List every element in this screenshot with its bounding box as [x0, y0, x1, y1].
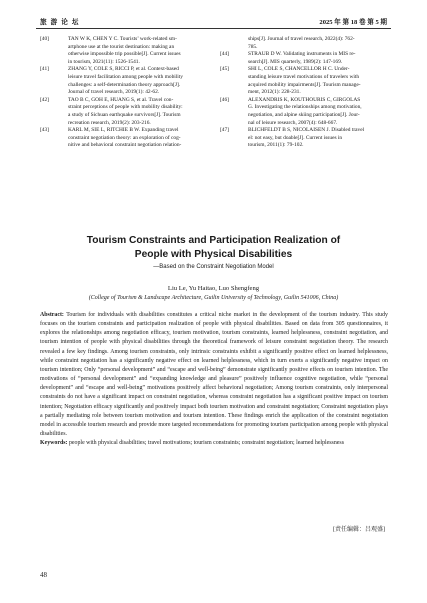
reference-line: ships[J]. Journal of travel research, 2022(4): 762-	[248, 36, 355, 42]
reference-item	[220, 97, 388, 127]
reference-line: challenges: a self-determination theory approach[J].	[68, 81, 181, 88]
reference-line: el: not easy, but doable[J]. Current issues in	[248, 134, 343, 141]
reference-item	[220, 127, 388, 150]
abstract-label: Abstract:	[40, 312, 64, 318]
reference-line: BLICHFELDT B S, NICOLAISEN J. Disabled travel	[248, 127, 365, 134]
reference-number: [42]	[40, 96, 49, 103]
issue-info: 2025 年 第 18 卷 第 5 期	[319, 19, 387, 26]
header-rule	[36, 28, 391, 29]
reference-line: ALEXANDRIS K, KOUTHOURIS C, GIRGOLAS	[248, 96, 361, 103]
abstract-section	[40, 311, 388, 448]
keywords-text: people with physical disabilities; travel motivations; tourism constraints; constraint negotiation; learned helplessness	[68, 440, 344, 447]
reference-line: in tourism, 2021(11): 1526-1541.	[68, 58, 140, 65]
reference-number: [46]	[220, 96, 229, 103]
reference-line: SHI L, COLE S, CHANCELLOR H C. Under-	[248, 66, 350, 73]
reference-item	[40, 36, 206, 66]
reference-item	[220, 66, 388, 96]
references-left-column	[40, 36, 206, 150]
article-subtitle: —Based on the Constraint Negotiation Model	[153, 264, 274, 270]
editor-credit: [责任编辑：吕观盛]	[333, 527, 385, 533]
reference-item	[40, 127, 206, 150]
reference-line: 785.	[248, 43, 258, 50]
reference-line: STRAUB D W. Validating instruments in MIS re-	[248, 51, 356, 58]
journal-name: 旅 游 论 坛	[40, 19, 80, 26]
reference-line: nal of leisure research, 2007(4): 648-667.	[248, 119, 338, 126]
reference-line: ZHANG Y, COLE S, RICCI P, et al. Context-based	[68, 66, 179, 73]
reference-line: recreation research, 2019(2): 203-216.	[68, 119, 151, 126]
reference-line: TAN W K, CHEN Y C. Tourists’ work-related sm-	[68, 36, 177, 42]
reference-line: standing leisure travel motivations of travelers with	[248, 73, 360, 80]
reference-line: Journal of travel research, 2019(1): 42-62.	[68, 89, 160, 96]
keywords-paragraph	[40, 439, 388, 448]
reference-item	[40, 66, 206, 96]
abstract-paragraph	[40, 311, 388, 439]
reference-number: [47]	[220, 127, 229, 134]
abstract-text: Tourism for individuals with disabilities constitutes a critical niche market in the development of the tourism industry. This study focuses on the tourism constraints and participation realization of people with physical disabilities. Based on data from 305 questionnaires, it explores the relationships among negotiation efficacy, tourism motivation, tourism constraints, learned helplessness, constraint negotiation, and tourism intention of people with physical disabilities through the theoretical framework of leisure constraint negotiation theory. The research revealed a few key findings. Among tourism constraints, only intrinsic constraints exhibit a significantly positive effect on learned helplessness, while constraint negotiation has a significantly negative effect on learned helplessness, which in turn exerts a significantly negative impact on tourism intention; Only “personal development” and “escape and well-being” demonstrate significantly positive effects on tourism intention. The motivations of “personal development” and “expanding knowledge and pleasure” positively influence cognitive negotiation, while “personal development” and “escape and well-being” motivations positively affect behavioral negotiation; Among tourism constraints, only interpersonal constraints do not have a significant impact on constraint negotiation, whereas constraint negotiation has a significant positive impact on tourism intention; Negotiation efficacy significantly and positively impact both tourism motivation and constraint negotiation; Constraint negotiation plays a partially mediating role between tourism motivation and tourism intention. These findings enrich the application of the constraint negotiation model in accessible tourism research and provide more targeted recommendations for promoting tourism participation among people with physical disabilities.	[40, 312, 388, 438]
title-line: People with Physical Disabilities	[134, 249, 293, 260]
reference-item	[220, 36, 388, 51]
reference-number: [41]	[40, 66, 49, 73]
article-title	[0, 234, 427, 262]
reference-line: KARL M, SIE L, RITCHIE B W. Expanding travel	[68, 127, 179, 134]
keywords-label: Keywords:	[40, 440, 68, 447]
reference-line: constraint negotiation theory: an exploration of cog-	[68, 134, 181, 141]
title-line: Tourism Constraints and Participation Realization of	[86, 235, 341, 246]
reference-line: otherwise impossible trip possible[J]. Current issues	[68, 51, 181, 58]
affiliation-text: (College of Tourism & Landscape Architecture, Guilin University of Technology, Guilin 541006, China)	[88, 295, 339, 301]
reference-line: a study of Sichuan earthquake survivors[J]. Tourism	[68, 111, 181, 118]
reference-number: [45]	[220, 66, 229, 73]
reference-item	[220, 51, 388, 66]
reference-line: search[J]. MIS quarterly, 1989(2): 147-169.	[248, 58, 343, 65]
reference-line: G. Investigating the relationships among motivation,	[248, 104, 362, 111]
reference-line: tourism, 2011(1): 79-102.	[248, 142, 304, 149]
references-right-column	[220, 36, 388, 150]
page-number: 48	[40, 571, 47, 579]
reference-line: TAO B C, GOH E, HUANG S, et al. Travel con-	[68, 96, 174, 103]
reference-line: negotiation, and alpine skiing participation[J]. Jour-	[248, 111, 360, 118]
reference-line: leisure travel facilitation among people with mobility	[68, 73, 183, 80]
reference-number: [43]	[40, 127, 49, 134]
article-authors: Liu Le, Yu Haitao, Luo Shengfeng	[167, 285, 260, 292]
article-affiliation	[0, 295, 427, 301]
reference-item	[40, 97, 206, 127]
reference-number: [40]	[40, 36, 49, 42]
reference-line: straint perceptions of people with mobility disability:	[68, 104, 183, 111]
reference-number: [44]	[220, 51, 229, 58]
reference-line: nitive and behavioral constraint negotiation relation-	[68, 142, 182, 149]
reference-line: ment, 2012(1): 228-231.	[248, 89, 301, 96]
reference-line: acquired mobility impairments[J]. Tourism manage-	[248, 81, 361, 88]
reference-line: artphone use at the tourist destination: making an	[68, 43, 175, 50]
